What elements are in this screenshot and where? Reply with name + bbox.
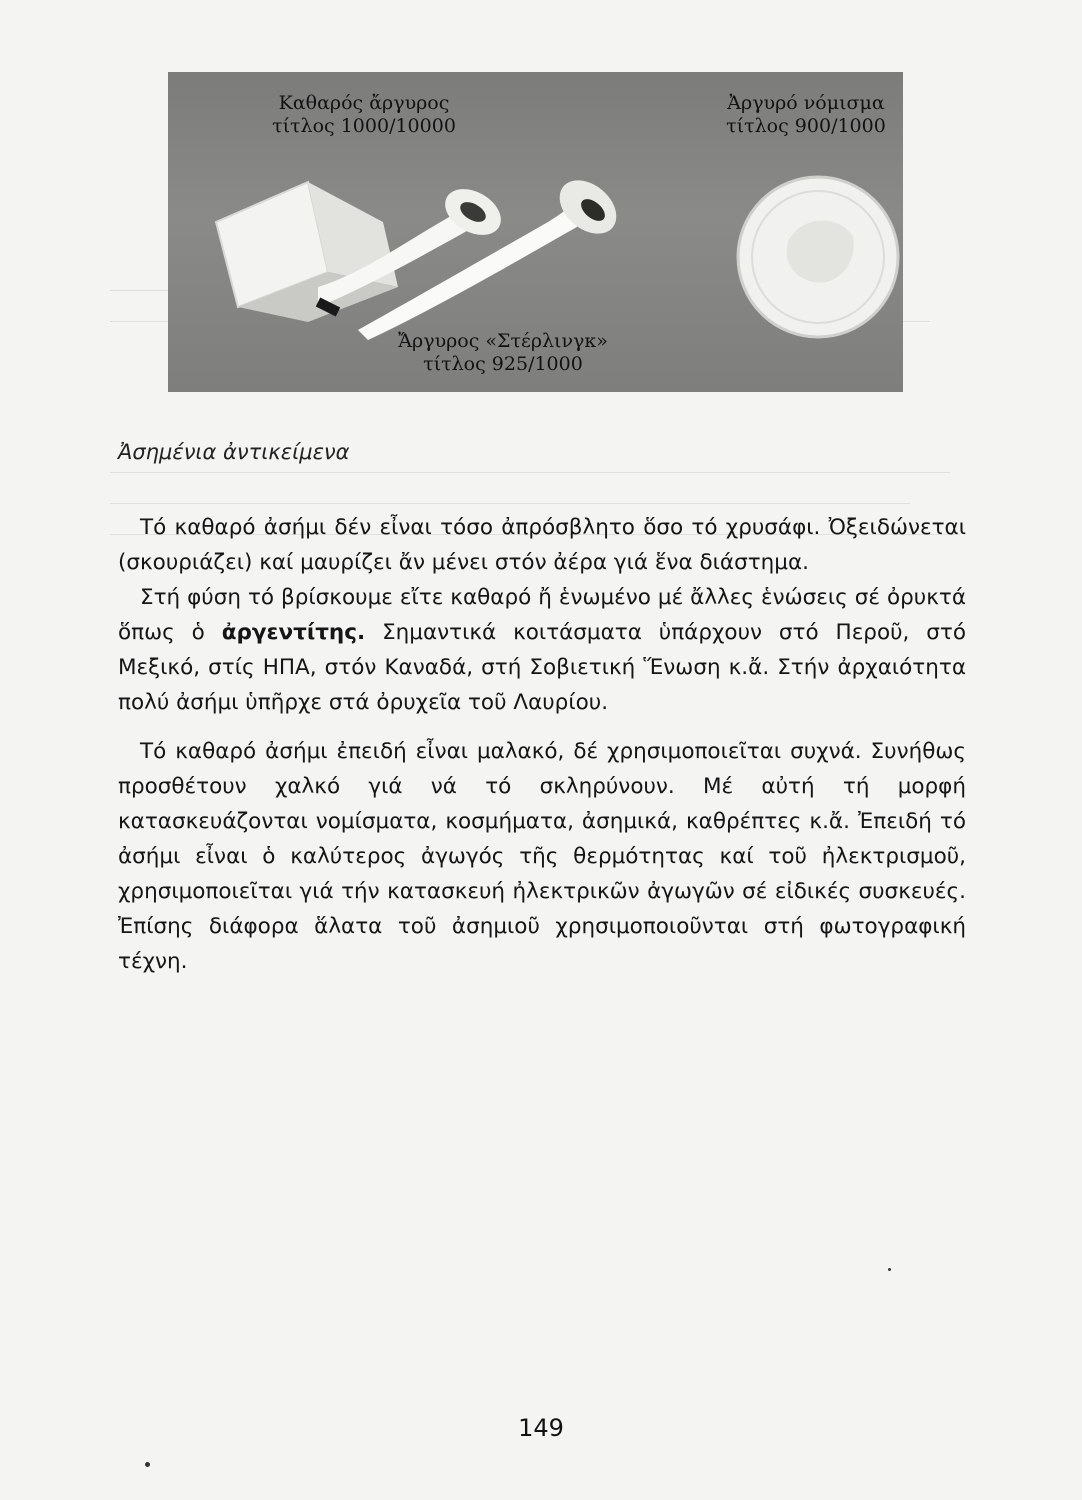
silver-coin-image [738, 177, 898, 337]
label-sterling-fineness: τίτλος 925/1000 [423, 353, 583, 375]
label-pure-silver [244, 92, 484, 138]
silver-objects-photo [168, 72, 903, 392]
paragraph-1: Τό καθαρό ἀσήμι δέν εἶναι τόσο ἀπρόσβλητο ὅσο τό χρυσάφι. Ὀξειδώνεται (σκουριάζει) καί μαυρίζει ἄν μένει στόν ἀέρα γιά ἕνα διάστημα. [118, 515, 966, 575]
label-pure-silver-title: Καθαρός ἄργυρος [278, 92, 450, 114]
scan-speck [888, 1268, 891, 1271]
label-coin-fineness: τίτλος 900/1000 [726, 115, 886, 137]
argentite-term: ἀργεντίτης. [221, 620, 366, 645]
page-number: 149 [518, 1414, 564, 1442]
label-silver-coin [686, 92, 903, 138]
scan-speck [145, 1462, 150, 1467]
silver-ingot-image [216, 182, 398, 322]
paragraph-2-part-a: Στή φύση τό βρίσκουμε εἴτε καθαρό ἤ ἑνωμένο μέ ἄλλες ἑνώσεις σέ ὀρυκτά ὅπως ὁ [118, 585, 966, 645]
label-sterling-title: Ἄργυρος «Στέρλινγκ» [398, 330, 608, 352]
label-coin-title: Ἀργυρό νόμισμα [727, 92, 885, 114]
paragraph-2-part-b: Σημαντικά κοιτάσματα ὑπάρχουν στό Περοῦ, στό Μεξικό, στίς ΗΠΑ, στόν Καναδά, στή Σοβιετική Ἕνωση κ.ἄ. Στήν ἀρχαιότητα πολύ ἀσήμι ὑπῆρχε στά ὀρυχεῖα τοῦ Λαυρίου. [118, 620, 967, 715]
figure-caption: Ἀσημένια ἀντικείμενα [118, 440, 350, 464]
paragraph-3: Τό καθαρό ἀσήμι ἐπειδή εἶναι μαλακό, δέ χρησιμοποιεῖται συχνά. Συνήθως προσθέτουν χαλκό γιά νά τό σκληρύνουν. Μέ αὐτή τή μορφή κατασκευάζονται νομίσματα, κοσμήματα, ἀσημικά, καθρέπτες κ.ἄ. Ἐπειδή τό ἀσήμι εἶναι ὁ καλύτερος ἀγωγός τῆς θερμότητας καί τοῦ ἠλεκτρισμοῦ, χρησιμοποιεῖται γιά τήν κατασκευή ἠλεκτρικῶν ἀγωγῶν σέ εἰδικές συσκευές. Ἐπίσης διάφορα ἅλατα τοῦ ἀσημιοῦ χρησιμοποιοῦνται στή φωτογραφική τέχνη. [118, 739, 966, 974]
label-pure-silver-fineness: τίτλος 1000/10000 [272, 115, 456, 137]
body-text [118, 510, 966, 993]
paragraph-2 [118, 580, 966, 720]
label-sterling-silver [373, 330, 633, 376]
